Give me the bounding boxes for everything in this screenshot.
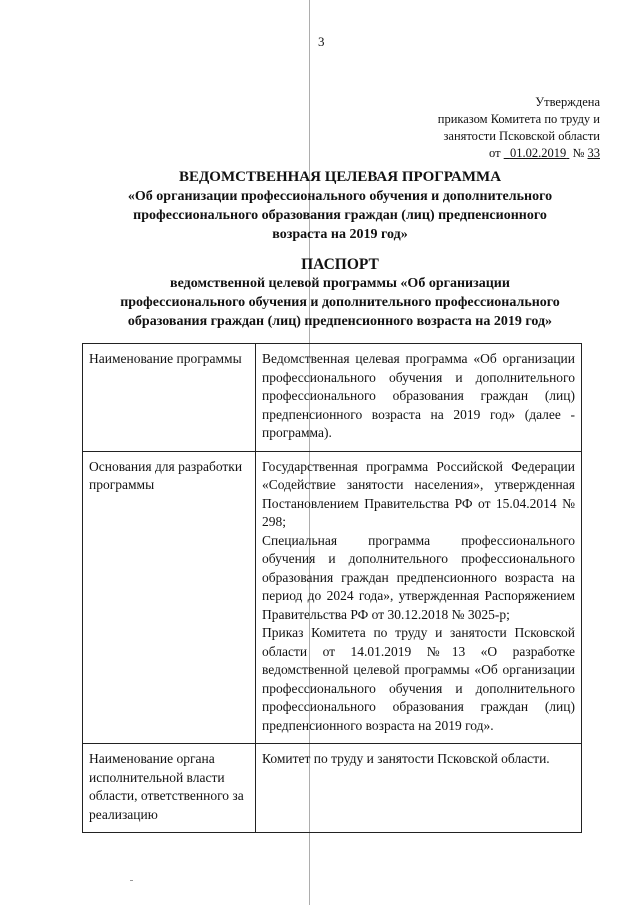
program-title-line-1: ВЕДОМСТВЕННАЯ ЦЕЛЕВАЯ ПРОГРАММА	[178, 169, 502, 185]
passport-table	[82, 343, 582, 833]
program-title	[100, 168, 580, 244]
program-title-line-4: возраста на 2019 год»	[272, 227, 408, 242]
passport-heading-line-3: профессионального обучения и дополнительного профессионального	[120, 295, 560, 310]
row-paragraph: Приказ Комитета по труду и занятости Псковской области от 14.01.2019 №13 «О разработке ведомственной целевой программы «Об организации профессионального обучения и дополнительного профессионального образования граждан (лиц) предпенсионного возраста на 2019 год».	[262, 625, 575, 733]
row-label: Наименование программы	[83, 344, 256, 452]
approval-number-prefix: №	[572, 146, 585, 160]
table-row	[83, 451, 582, 744]
row-label: Основания для разработки программы	[83, 451, 256, 744]
table-row	[83, 744, 582, 833]
table-row	[83, 344, 582, 452]
approval-line-1: Утверждена	[535, 95, 600, 109]
approval-date-line	[400, 145, 600, 162]
approval-stamp	[400, 94, 600, 162]
passport-heading	[88, 255, 592, 331]
row-paragraph: Комитет по труду и занятости Псковской области.	[262, 751, 550, 766]
row-paragraph: Специальная программа профессионального обучения и дополнительного профессионального образования граждан предпенсионного возраста на период до 2024 года», утвержденная Распоряжением Правительства РФ от 30.12.2018 № 3025-р;	[262, 532, 575, 622]
approval-line-2: приказом Комитета по труду и	[437, 112, 600, 126]
row-value	[256, 744, 582, 833]
approval-line-3: занятости Псковской области	[443, 129, 600, 143]
approval-date-prefix: от	[489, 146, 501, 160]
row-paragraph: Государственная программа Российской Федерации «Содействие занятости населения», утвержденная Постановлением Правительства РФ от 15.04.2014 № 298;	[262, 458, 575, 529]
scan-artifact-dot	[130, 880, 133, 881]
approval-date: 01.02.2019	[509, 146, 567, 160]
row-paragraph: Ведомственная целевая программа «Об организации профессионального обучения и дополнительного профессионального образования граждан (лиц) предпенсионного возраста на 2019 год» (далее - программа).	[262, 351, 575, 440]
passport-heading-line-4: образования граждан (лиц) предпенсионного возраста на 2019 год»	[127, 314, 553, 329]
page-number: 3	[318, 34, 325, 49]
program-title-line-2: «Об организации профессионального обучения и дополнительного	[127, 189, 553, 204]
program-title-line-3: профессионального образования граждан (лиц) предпенсионного	[133, 208, 547, 223]
row-label: Наименование органа исполнительной власти области, ответственного за реализацию	[83, 744, 256, 833]
row-value	[256, 344, 582, 452]
passport-heading-line-2: ведомственной целевой программы «Об организации	[170, 276, 510, 291]
passport-heading-title: ПАСПОРТ	[301, 256, 379, 273]
row-value	[256, 451, 582, 744]
approval-number: 33	[587, 146, 600, 160]
